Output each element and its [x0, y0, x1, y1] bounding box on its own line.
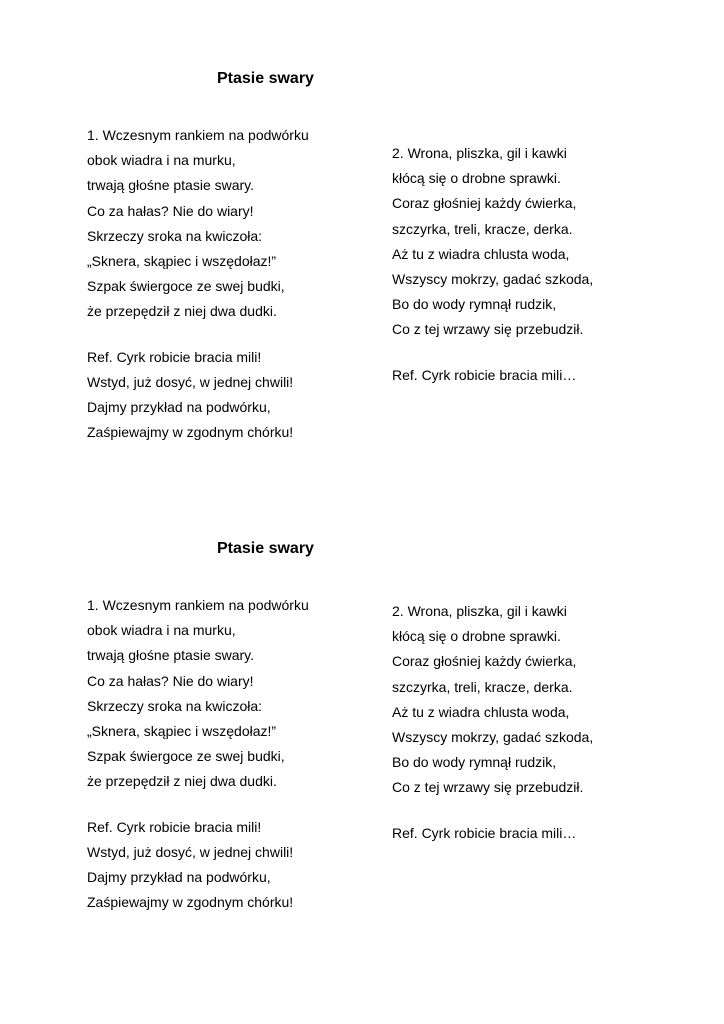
refrain-line: Zaśpiewajmy w zgodnym chórku!	[87, 424, 294, 441]
verse-line: 2. Wrona, pliszka, gil i kawki	[392, 145, 567, 161]
right-column	[392, 141, 593, 388]
verse-line: Aż tu z wiadra chlusta woda,	[392, 245, 570, 262]
verse-line: Wszyscy mokrzy, gadać szkoda,	[392, 270, 594, 287]
stanza-gap	[87, 325, 309, 345]
verse-line: Co z tej wrzawy się przebudził.	[392, 321, 584, 338]
verse-line: Coraz głośniej każdy ćwierka,	[392, 195, 577, 212]
verse-line: 2. Wrona, pliszka, gil i kawki	[392, 603, 567, 619]
refrain-line: Wstyd, już dosyć, w jednej chwili!	[87, 843, 294, 860]
refrain-line: Ref. Cyrk robicie bracia mili!	[87, 348, 262, 365]
verse-line: Skrzeczy sroka na kwiczoła:	[87, 227, 263, 244]
verse-line: Bo do wody rymnął rudzik,	[392, 754, 557, 771]
verse-line: Szpak świergoce ze swej budki,	[87, 278, 285, 295]
verse-line: „Sknera, skąpiec i wszędołaz!”	[87, 252, 277, 269]
verse-line: kłócą się o drobne sprawki.	[392, 628, 561, 645]
refrain-line: Ref. Cyrk robicie bracia mili…	[392, 366, 577, 383]
verse-line: 1. Wczesnym rankiem na podwórku	[87, 597, 309, 613]
refrain-line: Wstyd, już dosyć, w jednej chwili!	[87, 373, 294, 390]
song-title: Ptasie swary	[217, 70, 314, 87]
verse-line: że przepędził z niej dwa dudki.	[87, 303, 277, 320]
verse-line: obok wiadra i na murku,	[87, 152, 236, 169]
left-column	[87, 123, 309, 445]
verse-line: 1. Wczesnym rankiem na podwórku	[87, 127, 309, 143]
left-column	[87, 593, 309, 915]
refrain-line: Dajmy przykład na podwórku,	[87, 398, 271, 415]
verse-line: Skrzeczy sroka na kwiczoła:	[87, 697, 263, 714]
verse-line: Bo do wody rymnął rudzik,	[392, 296, 557, 313]
verse-line: że przepędził z niej dwa dudki.	[87, 773, 277, 790]
verse-line: Szpak świergoce ze swej budki,	[87, 748, 285, 765]
verse-line: „Sknera, skąpiec i wszędołaz!”	[87, 722, 277, 739]
stanza-gap	[392, 801, 593, 821]
song-title: Ptasie swary	[217, 540, 314, 557]
refrain-line: Ref. Cyrk robicie bracia mili…	[392, 824, 577, 841]
verse-line: szczyrka, treli, kracze, derka.	[392, 678, 573, 695]
refrain-line: Dajmy przykład na podwórku,	[87, 868, 271, 885]
stanza-gap	[87, 795, 309, 815]
verse-line: Co za hałas? Nie do wiary!	[87, 202, 254, 219]
verse-line: trwają głośne ptasie swary.	[87, 177, 255, 194]
stanza-gap	[392, 343, 593, 363]
verse-line: trwają głośne ptasie swary.	[87, 647, 255, 664]
verse-line: szczyrka, treli, kracze, derka.	[392, 220, 573, 237]
verse-line: Co za hałas? Nie do wiary!	[87, 672, 254, 689]
verse-line: Coraz głośniej każdy ćwierka,	[392, 653, 577, 670]
refrain-line: Ref. Cyrk robicie bracia mili!	[87, 818, 262, 835]
verse-line: Co z tej wrzawy się przebudził.	[392, 779, 584, 796]
verse-line: Wszyscy mokrzy, gadać szkoda,	[392, 728, 594, 745]
verse-line: kłócą się o drobne sprawki.	[392, 170, 561, 187]
verse-line: obok wiadra i na murku,	[87, 622, 236, 639]
right-column	[392, 599, 593, 846]
verse-line: Aż tu z wiadra chlusta woda,	[392, 703, 570, 720]
refrain-line: Zaśpiewajmy w zgodnym chórku!	[87, 894, 294, 911]
